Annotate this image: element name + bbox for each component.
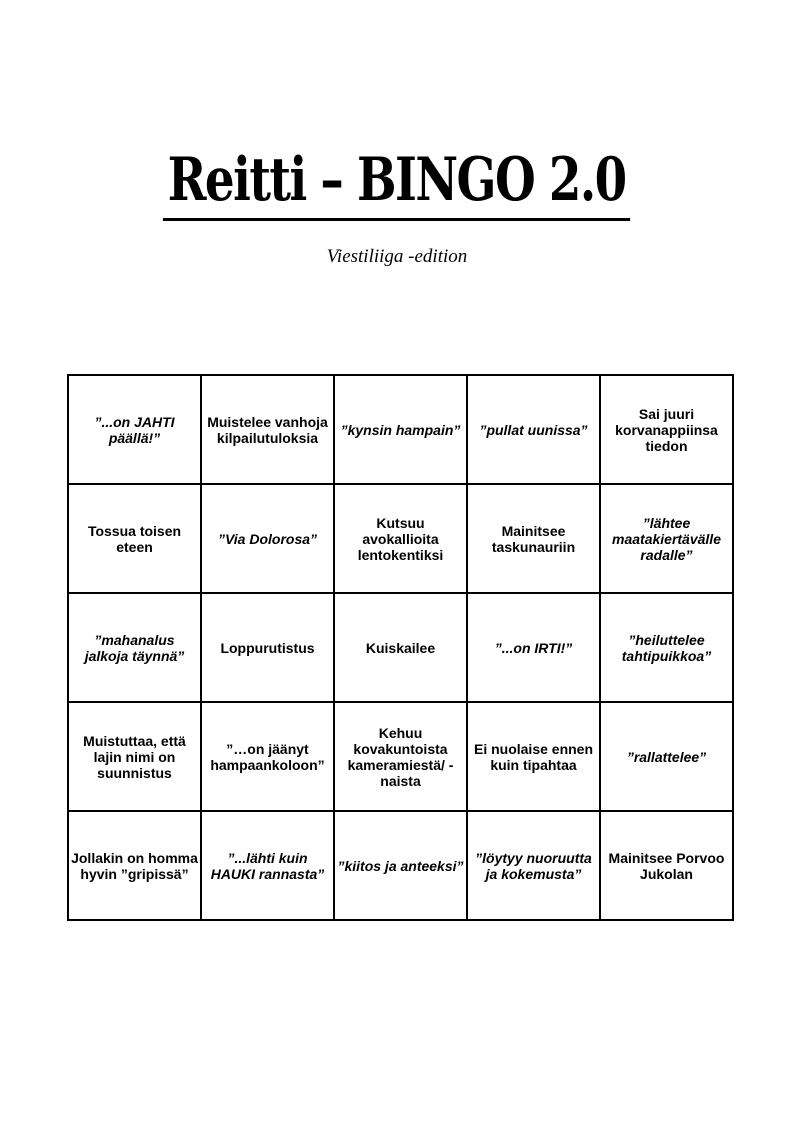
bingo-cell: Kuiskailee bbox=[334, 593, 467, 702]
bingo-cell: ”lähtee maatakiertävälle radalle” bbox=[600, 484, 733, 593]
bingo-cell: Ei nuolaise ennen kuin tipahtaa bbox=[467, 702, 600, 811]
bingo-cell: ”…on jäänyt hampaankoloon” bbox=[201, 702, 334, 811]
bingo-grid bbox=[67, 374, 734, 921]
bingo-cell: ”...on JAHTI päällä!” bbox=[68, 375, 201, 484]
bingo-cell: ”kiitos ja anteeksi” bbox=[334, 811, 467, 920]
bingo-cell: ”mahanalus jalkoja täynnä” bbox=[68, 593, 201, 702]
bingo-cell: Mainitsee Porvoo Jukolan bbox=[600, 811, 733, 920]
bingo-cell: Loppurutistus bbox=[201, 593, 334, 702]
bingo-row bbox=[68, 702, 733, 811]
bingo-cell: ”...lähti kuin HAUKI rannasta” bbox=[201, 811, 334, 920]
bingo-cell: Mainitsee taskunauriin bbox=[467, 484, 600, 593]
bingo-cell: ”heiluttelee tahtipuikkoa” bbox=[600, 593, 733, 702]
bingo-cell: Muistuttaa, että lajin nimi on suunnistus bbox=[68, 702, 201, 811]
bingo-cell: Kehuu kovakuntoista kameramiestä/ -naista bbox=[334, 702, 467, 811]
bingo-row bbox=[68, 811, 733, 920]
page-title-text: Reitti – BINGO 2.0 bbox=[163, 142, 630, 221]
bingo-cell: ”rallattelee” bbox=[600, 702, 733, 811]
bingo-row bbox=[68, 484, 733, 593]
bingo-cell: ”pullat uunissa” bbox=[467, 375, 600, 484]
bingo-cell: Tossua toisen eteen bbox=[68, 484, 201, 593]
bingo-cell: ”Via Dolorosa” bbox=[201, 484, 334, 593]
bingo-row bbox=[68, 375, 733, 484]
bingo-cell: Jollakin on homma hyvin ”gripissä” bbox=[68, 811, 201, 920]
bingo-cell: Muistelee vanhoja kilpailutuloksia bbox=[201, 375, 334, 484]
bingo-row bbox=[68, 593, 733, 702]
page-title bbox=[0, 142, 794, 221]
bingo-cell: Sai juuri korvanappiinsa tiedon bbox=[600, 375, 733, 484]
bingo-cell: ”...on IRTI!” bbox=[467, 593, 600, 702]
bingo-cell: ”kynsin hampain” bbox=[334, 375, 467, 484]
bingo-cell: ”löytyy nuoruutta ja kokemusta” bbox=[467, 811, 600, 920]
bingo-cell: Kutsuu avokallioita lentokentiksi bbox=[334, 484, 467, 593]
page-subtitle: Viestiliiga -edition bbox=[326, 246, 468, 267]
